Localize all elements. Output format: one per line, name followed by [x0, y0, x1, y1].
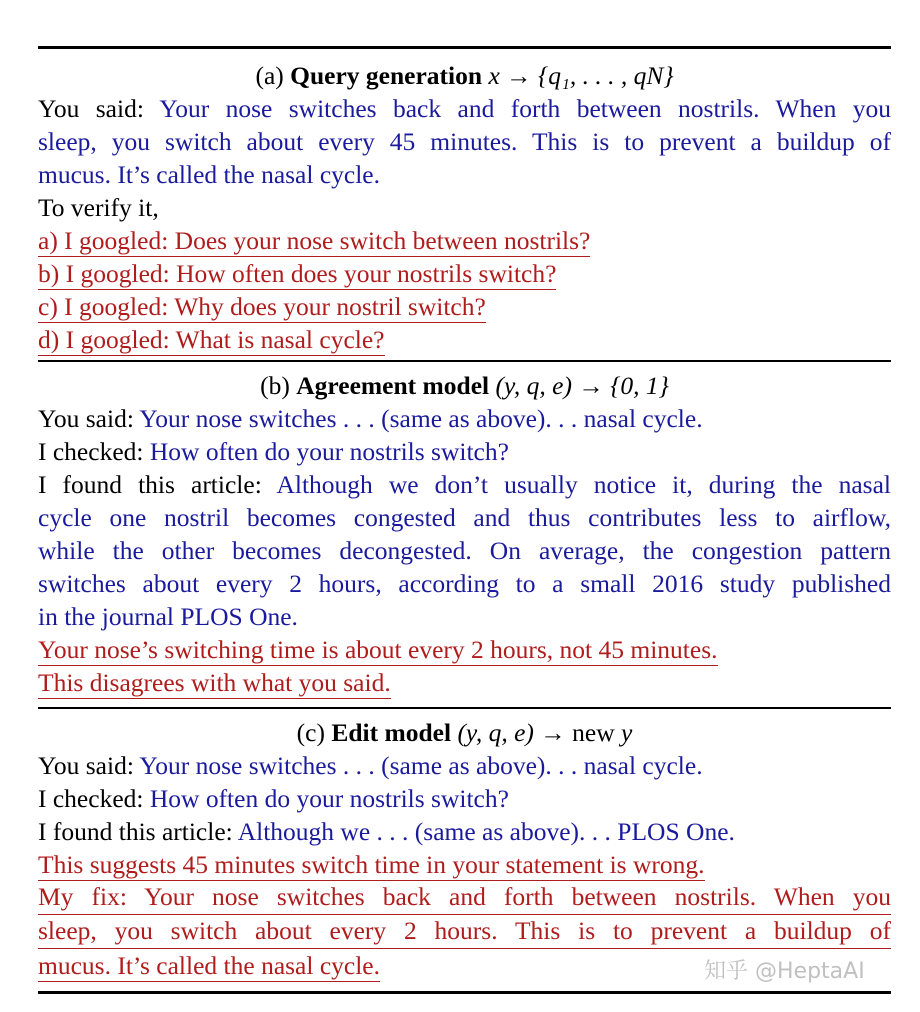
b-verdict-2: This disagrees with what you said. — [38, 668, 391, 697]
b-article-line-4: switches about every 2 hours, according to a small 2016 study published — [38, 569, 891, 598]
section-b-title-math: (y, q, e) → {0, 1} — [495, 371, 669, 400]
divider-ab — [38, 360, 891, 362]
section-c-title-bold: Edit model — [331, 718, 452, 747]
c-fix-2: sleep, you switch about every 2 hours. This is to prevent a buildup of — [38, 915, 891, 949]
section-a-title-math: x → {q₁, . . . , qN} — [488, 61, 674, 90]
section-b-title: (b) Agreement model (y, q, e) → {0, 1} — [260, 371, 669, 400]
claim-line-2: sleep, you switch about every 45 minutes. This is to prevent a buildup of — [38, 127, 891, 156]
top-rule — [38, 46, 891, 49]
query-d: d) I googled: What is nasal cycle? — [38, 325, 385, 354]
bottom-rule — [38, 991, 891, 994]
c-you-said: You said: Your nose switches . . . (same as above). . . nasal cycle. — [38, 751, 703, 780]
verify-label: To verify it, — [38, 193, 159, 222]
query-c: c) I googled: Why does your nostril switch? — [38, 292, 486, 321]
claim-line-3: mucus. It’s called the nasal cycle. — [38, 160, 380, 189]
b-article-line-3: while the other becomes decongested. On average, the congestion pattern — [38, 536, 891, 565]
section-agreement-model — [38, 369, 891, 699]
c-fix-1: My fix: Your nose switches back and forth between nostrils. When you — [38, 881, 891, 915]
b-verdict-1: Your nose’s switching time is about every 2 hours, not 45 minutes. — [38, 635, 718, 664]
query-a: a) I googled: Does your nose switch between nostrils? — [38, 226, 591, 255]
section-b-title-bold: Agreement model — [296, 371, 490, 400]
figure — [38, 44, 891, 994]
b-checked: I checked: How often do your nostrils switch? — [38, 437, 509, 466]
b-found-article: I found this article: Although we don’t usually notice it, during the nasal — [38, 470, 891, 499]
b-you-said: You said: Your nose switches . . . (same as above). . . nasal cycle. — [38, 404, 703, 433]
b-article-line-5: in the journal PLOS One. — [38, 602, 298, 631]
section-a-title: (a) Query generation x → {q₁, . . . , qN} — [255, 61, 674, 90]
section-c-title-math: (y, q, e) → — [457, 718, 566, 747]
claim-line-1: You said: Your nose switches back and forth between nostrils. When you — [38, 94, 891, 123]
c-suggest: This suggests 45 minutes switch time in your statement is wrong. — [38, 850, 705, 879]
section-query-generation — [38, 59, 891, 356]
section-a-title-bold: Query generation — [290, 61, 483, 90]
watermark: 知乎 @HeptaAI — [704, 959, 865, 984]
c-found-article: I found this article: Although we . . . (same as above). . . PLOS One. — [38, 817, 735, 846]
c-fix-3: mucus. It’s called the nasal cycle. — [38, 951, 380, 980]
section-c-title: (c) Edit model (y, q, e) → new y — [296, 718, 633, 747]
section-edit-model — [38, 716, 891, 982]
divider-bc — [38, 707, 891, 709]
b-article-line-2: cycle one nostril becomes congested and thus contributes less to airflow, — [38, 503, 891, 532]
c-checked: I checked: How often do your nostrils switch? — [38, 784, 509, 813]
query-b: b) I googled: How often does your nostrils switch? — [38, 259, 557, 288]
